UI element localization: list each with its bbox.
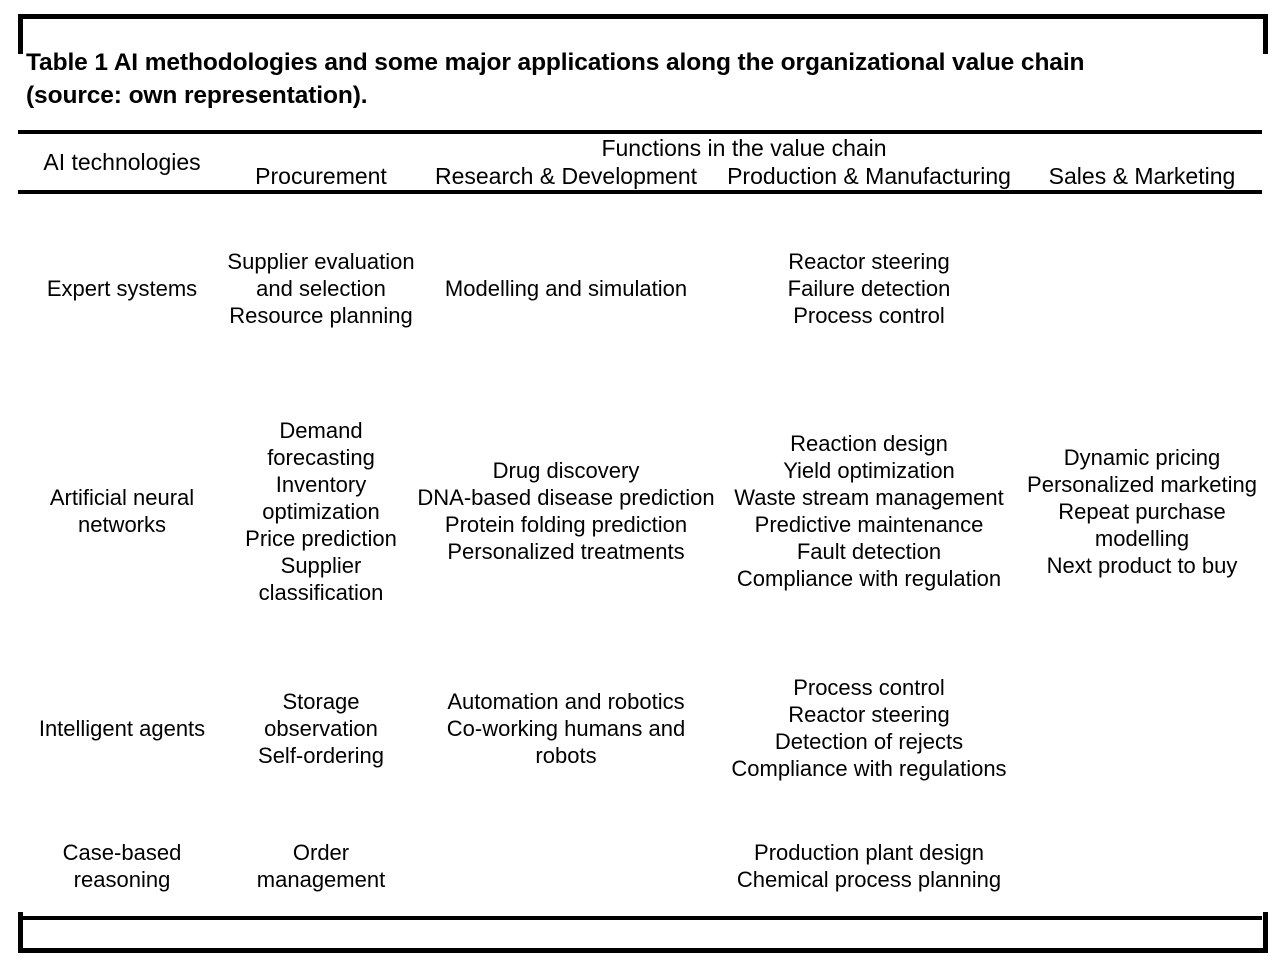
cell-item: Compliance with regulations	[731, 756, 1007, 781]
cell-item: Supplier classification	[258, 552, 384, 605]
table-row	[18, 640, 1262, 816]
cell-item: Personalized treatments	[447, 539, 685, 564]
table-row	[18, 816, 1262, 916]
cell-item: Next product to buy	[1046, 552, 1238, 578]
cell-item: Expert systems	[46, 275, 198, 301]
cell-item: Process control	[793, 302, 945, 328]
cell-item: Supplier evaluation and selection	[227, 248, 415, 301]
cell-artificial-neural-networks-sales	[1022, 382, 1262, 640]
cell-item: Failure detection	[787, 275, 951, 301]
cell-item: Waste stream management	[734, 485, 1004, 510]
cell-item: Reaction design	[790, 431, 948, 456]
cell-item: Repeat purchase modelling	[1058, 498, 1226, 551]
column-header-sales-marketing: Sales & Marketing	[1048, 163, 1236, 189]
cell-item: Yield optimization	[783, 458, 955, 483]
cell-item: Price prediction	[245, 525, 397, 551]
cell-intelligent-agents-sales	[1022, 640, 1262, 816]
cell-item: Storage observation	[264, 688, 378, 741]
cell-case-based-reasoning-production	[716, 816, 1022, 916]
column-header-procurement: Procurement	[255, 163, 387, 189]
table-row	[18, 382, 1262, 640]
table-head	[18, 134, 1262, 190]
cell-item: Reactor steering	[788, 248, 950, 274]
table-body	[18, 194, 1262, 916]
table-caption: Table 1 AI methodologies and some major applications along the organizational value chain (source: own representation).	[26, 49, 1085, 109]
cell-case-based-reasoning-procurement	[226, 816, 416, 916]
cell-item: Personalized marketing	[1027, 471, 1257, 497]
cell-item: Compliance with regulation	[736, 566, 1002, 591]
table-bottom-rule	[18, 916, 1262, 920]
header-functions-in-value-chain: Functions in the value chain	[601, 135, 887, 161]
header-ai-technologies: AI technologies	[43, 149, 201, 175]
cell-expert-systems-procurement	[226, 194, 416, 382]
cell-item: Dynamic pricing	[1063, 444, 1221, 470]
cell-item: Fault detection	[796, 539, 942, 564]
cell-intelligent-agents-rnd	[416, 640, 716, 816]
cell-item: DNA-based disease prediction	[417, 485, 715, 510]
cell-case-based-reasoning-rnd	[416, 816, 716, 916]
header-span-row	[18, 134, 1262, 162]
cell-item: Intelligent agents	[38, 715, 206, 741]
cell-item: Modelling and simulation	[444, 275, 688, 301]
cell-item: Self-ordering	[258, 742, 384, 768]
cell-artificial-neural-networks-rnd	[416, 382, 716, 640]
cell-item: Drug discovery	[492, 458, 640, 483]
cell-item: Chemical process planning	[736, 867, 1002, 892]
cell-expert-systems-production	[716, 194, 1022, 382]
cell-expert-systems-rnd	[416, 194, 716, 382]
cell-item: Demand forecasting	[267, 417, 375, 470]
cell-item: Production plant design	[754, 840, 984, 865]
cell-item: Co-working humans and robots	[446, 715, 686, 768]
cell-item: Order management	[256, 840, 386, 892]
table-container	[18, 130, 1262, 920]
cell-artificial-neural-networks-procurement	[226, 382, 416, 640]
cell-item: Process control	[793, 675, 945, 700]
ai-applications-table	[18, 134, 1262, 190]
table-row	[18, 194, 1262, 382]
cell-case-based-reasoning-sales	[1022, 816, 1262, 916]
row-label-case-based-reasoning	[18, 816, 226, 916]
cell-item: Resource planning	[229, 302, 413, 328]
cell-item: Protein folding prediction	[444, 512, 688, 537]
row-label-intelligent-agents	[18, 640, 226, 816]
cell-item: Case-based reasoning	[62, 840, 182, 892]
cell-item: Inventory optimization	[262, 471, 380, 524]
row-label-artificial-neural-networks	[18, 382, 226, 640]
ai-applications-table-body	[18, 194, 1262, 916]
cell-item: Detection of rejects	[774, 729, 964, 754]
cell-item: Predictive maintenance	[754, 512, 984, 537]
column-header-production-manufacturing: Production & Manufacturing	[727, 163, 1011, 189]
column-header-research-development: Research & Development	[434, 163, 698, 189]
row-label-expert-systems	[18, 194, 226, 382]
cell-item: Artificial neural networks	[49, 485, 195, 537]
cell-intelligent-agents-procurement	[226, 640, 416, 816]
cell-intelligent-agents-production	[716, 640, 1022, 816]
cell-item: Reactor steering	[788, 702, 950, 727]
cell-item: Automation and robotics	[447, 688, 685, 714]
cell-artificial-neural-networks-production	[716, 382, 1022, 640]
cell-expert-systems-sales	[1022, 194, 1262, 382]
